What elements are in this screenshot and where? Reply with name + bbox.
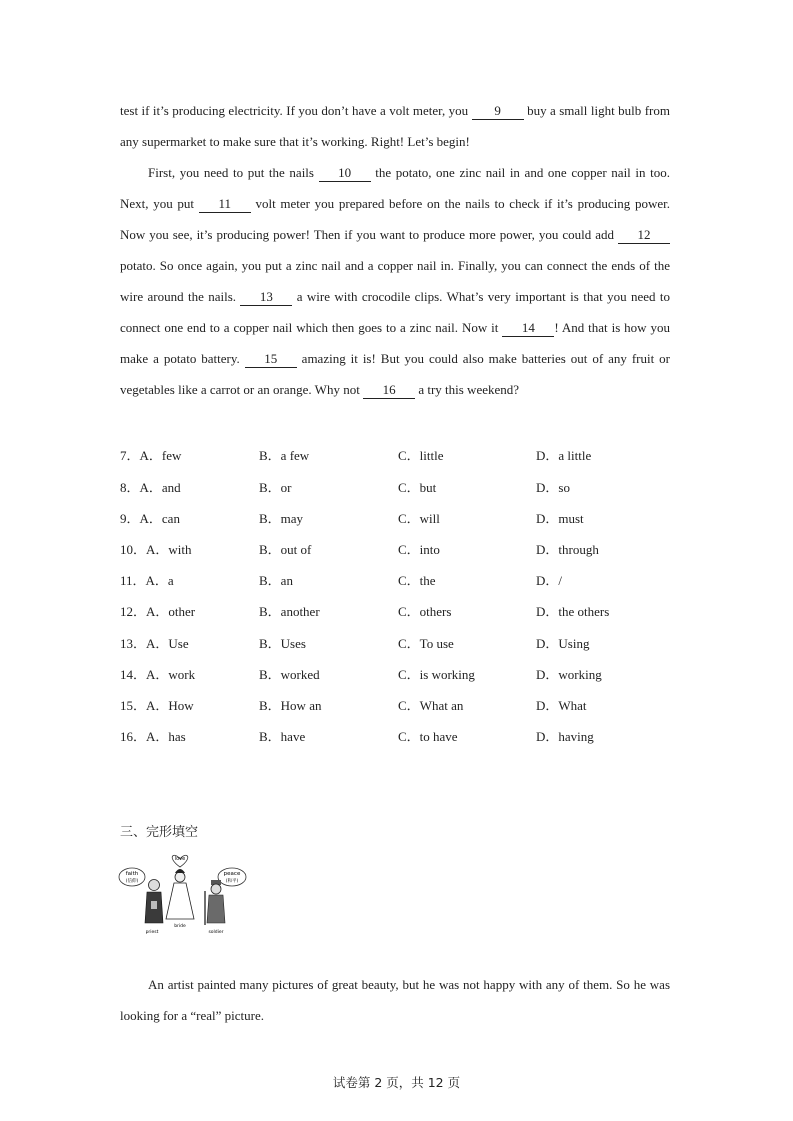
- question-row: [120, 695, 680, 715]
- option-a[interactable]: 10．A．with: [120, 542, 192, 557]
- option-b[interactable]: B．may: [259, 511, 304, 526]
- bride-head: [175, 872, 185, 882]
- blank-10: 10: [319, 165, 371, 182]
- passage-paragraph-2: [120, 157, 670, 405]
- blank-13: 13: [240, 289, 292, 306]
- bride-dress: [166, 883, 194, 919]
- question-row: [120, 539, 680, 559]
- option-c[interactable]: C．little: [398, 448, 444, 463]
- passage-bottom: An artist painted many pictures of great beauty, but he was not happy with any of them. So he was looking for a “real” picture.: [120, 977, 670, 1023]
- option-b[interactable]: B．another: [259, 604, 320, 619]
- option-a[interactable]: 11．A．a: [120, 573, 174, 588]
- priest-book: [151, 901, 157, 909]
- option-c[interactable]: C．into: [398, 542, 440, 557]
- page-footer: 试卷第 2 页，共 12 页: [332, 1075, 461, 1090]
- passage-text: the potato, one zinc nail in and one copper nail in too. Next, you put: [120, 165, 670, 211]
- option-c[interactable]: C．the: [398, 573, 436, 588]
- soldier-head: [211, 884, 221, 894]
- option-d[interactable]: D．Using: [536, 636, 590, 651]
- option-a[interactable]: 14．A．work: [120, 667, 196, 682]
- question-row: [120, 508, 680, 528]
- option-a[interactable]: 13．A．Use: [120, 636, 189, 651]
- option-b[interactable]: B．a few: [259, 448, 310, 463]
- passage-paragraph-1: [120, 95, 670, 157]
- passage-text: a wire with crocodile clips. What’s very important is that you need to connect one end to a copper nail which then goes to a zinc nail. Now it: [120, 289, 670, 335]
- passage-text: test if it’s producing electricity. If you don’t have a volt meter, you: [120, 103, 472, 118]
- option-a[interactable]: 16．A．has: [120, 729, 186, 744]
- bubble-right-subtext: (和平): [225, 879, 239, 884]
- bubble-left-subtext: (信仰): [125, 879, 139, 884]
- option-c[interactable]: C．What an: [398, 698, 464, 713]
- option-c[interactable]: C．others: [398, 604, 452, 619]
- question-row: [120, 570, 680, 590]
- option-d[interactable]: D．so: [536, 480, 570, 495]
- option-d[interactable]: D．having: [536, 729, 594, 744]
- option-d[interactable]: D．What: [536, 698, 587, 713]
- option-a[interactable]: 15．A．How: [120, 698, 194, 713]
- blank-9: 9: [472, 103, 524, 120]
- passage-text: amazing it is! But you could also make batteries out of any fruit or vegetables like a carrot or an orange. Why not: [120, 351, 670, 397]
- option-b[interactable]: B．worked: [259, 667, 320, 682]
- option-b[interactable]: B．or: [259, 480, 292, 495]
- option-c[interactable]: C．to have: [398, 729, 458, 744]
- passage-text: ! And that is how you make a potato battery.: [120, 320, 671, 366]
- option-b[interactable]: B．out of: [259, 542, 312, 557]
- passage-text: buy a small light bulb from any supermarket to make sure that it’s working. Right! Let’s begin!: [120, 103, 670, 149]
- bubble-right-text: peace: [223, 871, 241, 877]
- option-b[interactable]: B．have: [259, 729, 306, 744]
- question-row: [120, 633, 680, 653]
- question-row: [120, 477, 680, 497]
- option-b[interactable]: B．How an: [259, 698, 322, 713]
- option-d[interactable]: D．a little: [536, 448, 592, 463]
- option-d[interactable]: D．working: [536, 667, 602, 682]
- question-row: [120, 445, 680, 465]
- option-c[interactable]: C．is working: [398, 667, 475, 682]
- question-row: [120, 664, 680, 684]
- bride-hair: [175, 869, 185, 873]
- option-a[interactable]: 7．A．few: [120, 448, 182, 463]
- blank-14: 14: [502, 320, 554, 337]
- question-row: [120, 726, 680, 746]
- option-b[interactable]: B．an: [259, 573, 293, 588]
- blank-15: 15: [245, 351, 297, 368]
- passage-text: a try this weekend?: [415, 382, 520, 397]
- option-c[interactable]: C．will: [398, 511, 440, 526]
- option-a[interactable]: 12．A．other: [120, 604, 196, 619]
- option-c[interactable]: C．To use: [398, 636, 454, 651]
- label-priest: priest: [145, 930, 159, 935]
- section-title: 三、完形填空: [120, 825, 199, 840]
- bubble-left-text: faith: [125, 871, 139, 877]
- option-d[interactable]: D．through: [536, 542, 599, 557]
- option-a[interactable]: 9．A．can: [120, 511, 180, 526]
- option-d[interactable]: D．must: [536, 511, 584, 526]
- label-soldier: soldier: [208, 930, 224, 935]
- passage-text: First, you need to put the nails: [148, 165, 319, 180]
- option-c[interactable]: C．but: [398, 480, 437, 495]
- option-b[interactable]: B．Uses: [259, 636, 306, 651]
- label-bride: bride: [174, 924, 186, 929]
- option-d[interactable]: D．the others: [536, 604, 610, 619]
- blank-16: 16: [363, 382, 415, 399]
- priest-head: [149, 880, 160, 891]
- cartoon-illustration: [118, 843, 250, 939]
- bubble-middle-text: love: [174, 856, 186, 862]
- passage-text: volt meter you prepared before on the nails to check if it’s producing power. Now you see, it’s producing power! Then if you want to produce more power, you could add: [120, 196, 670, 242]
- option-d[interactable]: D．/: [536, 573, 563, 588]
- passage-text: potato. So once again, you put a zinc nail and a copper nail in. Finally, you can connect the ends of the wire around the nails.: [120, 258, 670, 304]
- option-a[interactable]: 8．A．and: [120, 480, 181, 495]
- question-row: [120, 601, 680, 621]
- blank-12: 12: [618, 227, 670, 244]
- soldier-body: [207, 895, 225, 923]
- blank-11: 11: [199, 196, 251, 213]
